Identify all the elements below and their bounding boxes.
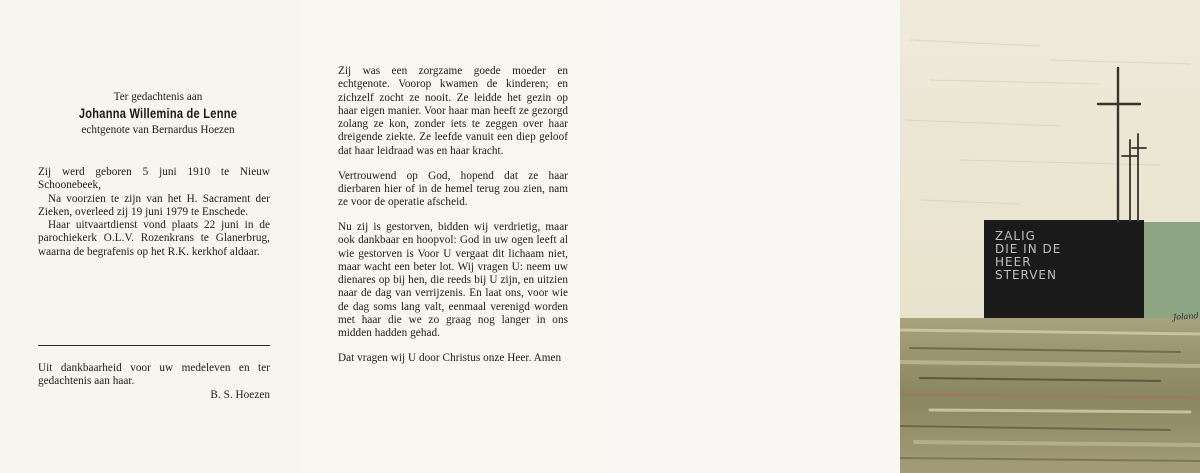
signature: B. S. Hoezen — [210, 388, 270, 401]
plaque-line: STERVEN — [995, 268, 1057, 282]
middle-panel — [300, 0, 601, 473]
blank-panel — [600, 0, 900, 473]
thanks-block — [38, 362, 270, 402]
left-panel — [0, 0, 301, 473]
artist-signature: Joland — [1172, 311, 1199, 322]
plaque-line: HEER — [995, 255, 1032, 269]
plaque-line: ZALIG — [995, 229, 1036, 243]
biography — [38, 166, 270, 259]
spouse-line: echtgenote van Bernardus Hoezen — [81, 124, 235, 136]
plaque-line: DIE IN DE — [995, 242, 1062, 256]
thanks-text: Uit dankbaarheid voor uw medeleven en ter gedachtenis aan haar. — [38, 362, 270, 388]
plaque-inscription — [995, 230, 1135, 282]
closing-paragraph: Dat vragen wij U door Christus onze Heer. Amen — [338, 352, 562, 365]
deceased-name: Johanna Willemina de Lenne — [78, 106, 238, 121]
artwork-panel — [900, 0, 1200, 473]
birth-paragraph: Zij werd geboren 5 juni 1910 te Nieuw Schoonebeek, — [38, 166, 270, 192]
death-paragraph: Na voorzien te zijn van het H. Sacrament der Zieken, overleed zij 19 juni 1979 te Enschede. — [38, 192, 270, 218]
dedication-block — [48, 90, 268, 137]
eulogy-paragraph: Zij was een zorgzame goede moeder en echtgenote. Voorop kwamen de kinderen; en zichzelf zocht ze nooit. Ze leidde het gezin op haar eigen manier. Voor haar man heeft ze gezorgd zolang ze kon, zonder iets te zeggen over haar dreigende ziekte. Ze leefde vanuit een diep geloof dat haar leidraad was en haar kracht. — [338, 65, 568, 157]
divider — [38, 345, 270, 346]
prayer-paragraph: Nu zij is gestorven, bidden wij verdrietig, maar ook dankbaar en hoopvol: God in uw ogen leeft al wie gestorven is Voor U vergaat dit lichaam niet, maar wacht een beter lot. Wij vragen U: neem uw dienares op bij hen, die reeds bij U zijn, en uitzien naar de dag van verrijzenis. En laat ons, voor wie de dag soms lang valt, eenmaal verenigd worden met haar die we zo graag nog langer in ons midden hadden gehad. — [338, 220, 568, 340]
eulogy-paragraph: Vertrouwend op God, hopend dat ze haar dierbaren hier of in de hemel terug zou zien, nam ze voor de operatie afscheid. — [338, 169, 568, 209]
dedication-intro: Ter gedachtenis aan — [113, 91, 203, 103]
funeral-paragraph: Haar uitvaartdienst vond plaats 22 juni in de parochiekerk O.L.V. Rozenkrans te Glanerbrug, waarna de begrafenis op het R.K. kerkhof aldaar. — [38, 219, 270, 258]
eulogy-text — [338, 65, 568, 377]
